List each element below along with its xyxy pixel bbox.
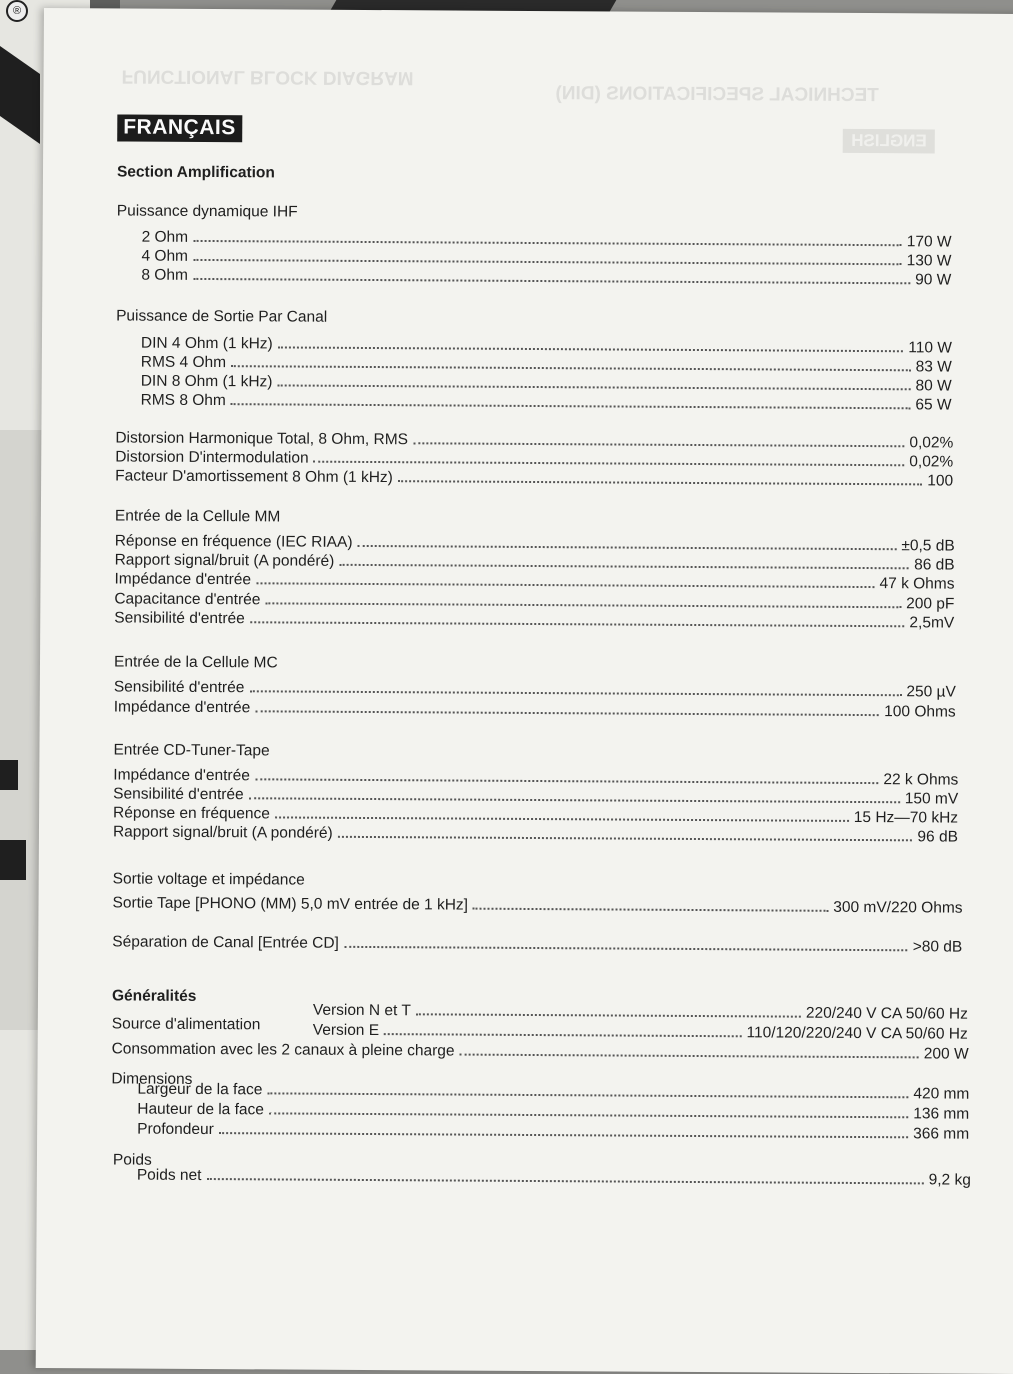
dot-leader [460, 1054, 919, 1059]
spec-label: Version E [312, 1021, 380, 1040]
spec-label: Largeur de la face [137, 1080, 263, 1099]
dot-leader [344, 946, 908, 951]
spec-row [114, 607, 954, 632]
spec-label: 4 Ohm [141, 247, 189, 265]
spec-value: 420 mm [913, 1085, 970, 1103]
registered-mark-icon: ® [6, 0, 28, 22]
subsection-heading: Entrée CD-Tuner-Tape [113, 741, 270, 760]
spec-value: 0,02% [909, 453, 954, 471]
spec-value: 130 W [906, 252, 952, 270]
spec-row [137, 1165, 971, 1190]
dot-leader [338, 836, 913, 842]
dot-leader [193, 278, 910, 284]
spec-value: 300 mV/220 Ohms [833, 898, 963, 917]
subsection-heading: Dimensions [111, 1070, 193, 1088]
spec-value: 200 W [923, 1045, 969, 1063]
bleed-through-heading: TECHNICAL SPECIFICATIONS (DIN) [555, 83, 879, 107]
dot-leader [249, 690, 901, 696]
subsection-heading: Poids [112, 1151, 152, 1169]
dot-leader [314, 461, 905, 467]
spec-value: 86 dB [914, 556, 955, 574]
dot-leader [206, 1178, 923, 1184]
dot-leader [267, 1092, 908, 1098]
dot-leader [339, 564, 909, 569]
spec-value: 9,2 kg [928, 1171, 971, 1189]
spec-row [137, 1119, 969, 1144]
spec-label: Sensibilité d'entrée [113, 785, 244, 804]
subsection-heading: Puissance dynamique IHF [116, 202, 298, 221]
spec-label: Profondeur [137, 1120, 214, 1139]
dot-leader [250, 621, 905, 627]
spec-label: Source d'alimentation [111, 1015, 261, 1034]
spec-value: 2,5mV [909, 614, 955, 632]
spec-label: DIN 4 Ohm (1 kHz) [140, 334, 273, 353]
subsection-heading: Puissance de Sortie Par Canal [116, 307, 328, 326]
spec-label: RMS 8 Ohm [140, 391, 226, 410]
spec-label: Distorsion Harmonique Total, 8 Ohm, RMS [115, 429, 409, 449]
spec-value: 100 Ohms [884, 703, 956, 721]
dot-leader [219, 1132, 908, 1138]
spec-label: Sensibilité d'entrée [114, 609, 245, 628]
spec-label: Impédance d'entrée [113, 766, 250, 785]
spec-value: 250 µV [906, 683, 956, 701]
dot-leader [231, 403, 911, 409]
spec-value: 0,02% [909, 434, 954, 452]
spec-value: 83 W [915, 358, 952, 376]
dot-leader [249, 797, 900, 803]
spec-value: 65 W [915, 396, 952, 414]
spec-label: Impédance d'entrée [114, 570, 252, 589]
spec-label: RMS 4 Ohm [140, 353, 227, 372]
spec-value: >80 dB [912, 938, 963, 956]
spec-row [141, 390, 952, 415]
spec-row [141, 265, 951, 290]
spec-label: Facteur D'amortissement 8 Ohm (1 kHz) [115, 467, 393, 487]
spec-row [115, 465, 953, 490]
spec-label: Sortie Tape [PHONO (MM) 5,0 mV entrée de 1 kHz] [112, 894, 469, 914]
spec-value: 200 pF [906, 595, 955, 613]
dot-leader [255, 710, 879, 716]
spec-label: Réponse en fréquence (IEC RIAA) [114, 532, 353, 551]
spec-value: 15 Hz—70 kHz [853, 808, 959, 827]
spec-label: Réponse en fréquence [113, 804, 270, 823]
language-badge: FRANÇAIS [117, 114, 242, 142]
subsection-heading: Entrée de la Cellule MC [113, 653, 278, 672]
spec-row [112, 892, 962, 917]
spec-row [112, 931, 962, 956]
spec-value: 110/120/220/240 V CA 50/60 Hz [746, 1024, 968, 1043]
spec-value: 80 W [915, 377, 952, 395]
dot-leader [193, 240, 902, 246]
dot-leader [384, 1033, 741, 1037]
spec-label: 2 Ohm [141, 228, 189, 246]
dot-leader [193, 259, 902, 265]
spec-value: 22 k Ohms [883, 771, 959, 789]
spec-label: Consommation avec les 2 canaux à pleine charge [111, 1040, 455, 1060]
spec-label: 8 Ohm [141, 266, 188, 284]
dot-leader [398, 480, 922, 485]
spec-label: Rapport signal/bruit (A pondéré) [114, 551, 335, 570]
dot-leader [255, 778, 879, 784]
dot-leader [278, 346, 904, 352]
spec-label: Sensibilité d'entrée [113, 678, 245, 697]
spec-row [114, 696, 956, 721]
spec-label: Poids net [136, 1166, 202, 1184]
bleed-through-heading: FUNCTIONAL BLOCK DIAGRAM [121, 65, 414, 89]
dot-leader [231, 365, 911, 371]
spec-row [112, 1038, 969, 1063]
spec-value: 170 W [906, 233, 952, 251]
subsection-heading: Sortie voltage et impédance [112, 870, 305, 889]
spec-value: 110 W [908, 339, 952, 357]
spec-label: Version N et T [312, 1001, 411, 1020]
background-graphic [0, 760, 18, 790]
section-heading: Section Amplification [116, 163, 275, 182]
spec-value: 220/240 V CA 50/60 Hz [805, 1004, 968, 1023]
dot-leader [413, 442, 904, 447]
dot-leader [358, 545, 897, 550]
background-graphic [0, 840, 26, 880]
bleed-through-badge: ENGLISH [843, 129, 935, 154]
spec-label: Séparation de Canal [Entrée CD] [112, 933, 339, 952]
spec-value: ±0,5 dB [901, 537, 955, 555]
spec-page [36, 8, 1013, 1374]
spec-label: Impédance d'entrée [113, 698, 251, 717]
spec-label: Rapport signal/bruit (A pondéré) [112, 823, 333, 842]
spec-label: Hauteur de la face [137, 1100, 264, 1119]
dot-leader [416, 1013, 801, 1017]
spec-label: DIN 8 Ohm (1 kHz) [140, 372, 273, 391]
dot-leader [277, 384, 910, 390]
spec-value: 150 mV [904, 790, 959, 808]
spec-value: 136 mm [913, 1105, 970, 1123]
spec-value: 90 W [915, 271, 952, 289]
dot-leader [256, 582, 875, 588]
dot-leader [269, 1112, 908, 1118]
dot-leader [265, 602, 901, 608]
spec-label: Capacitance d'entrée [114, 590, 261, 609]
spec-value: 47 k Ohms [879, 575, 955, 593]
spec-row [113, 821, 958, 846]
spec-value: 100 [927, 472, 954, 490]
spec-value: 366 mm [913, 1125, 970, 1143]
section-heading: Généralités [111, 987, 197, 1005]
spec-value: 96 dB [917, 828, 959, 846]
subsection-heading: Entrée de la Cellule MM [114, 507, 281, 526]
spec-label: Distorsion D'intermodulation [115, 448, 309, 467]
dot-leader [473, 908, 828, 912]
dot-leader [275, 816, 849, 822]
